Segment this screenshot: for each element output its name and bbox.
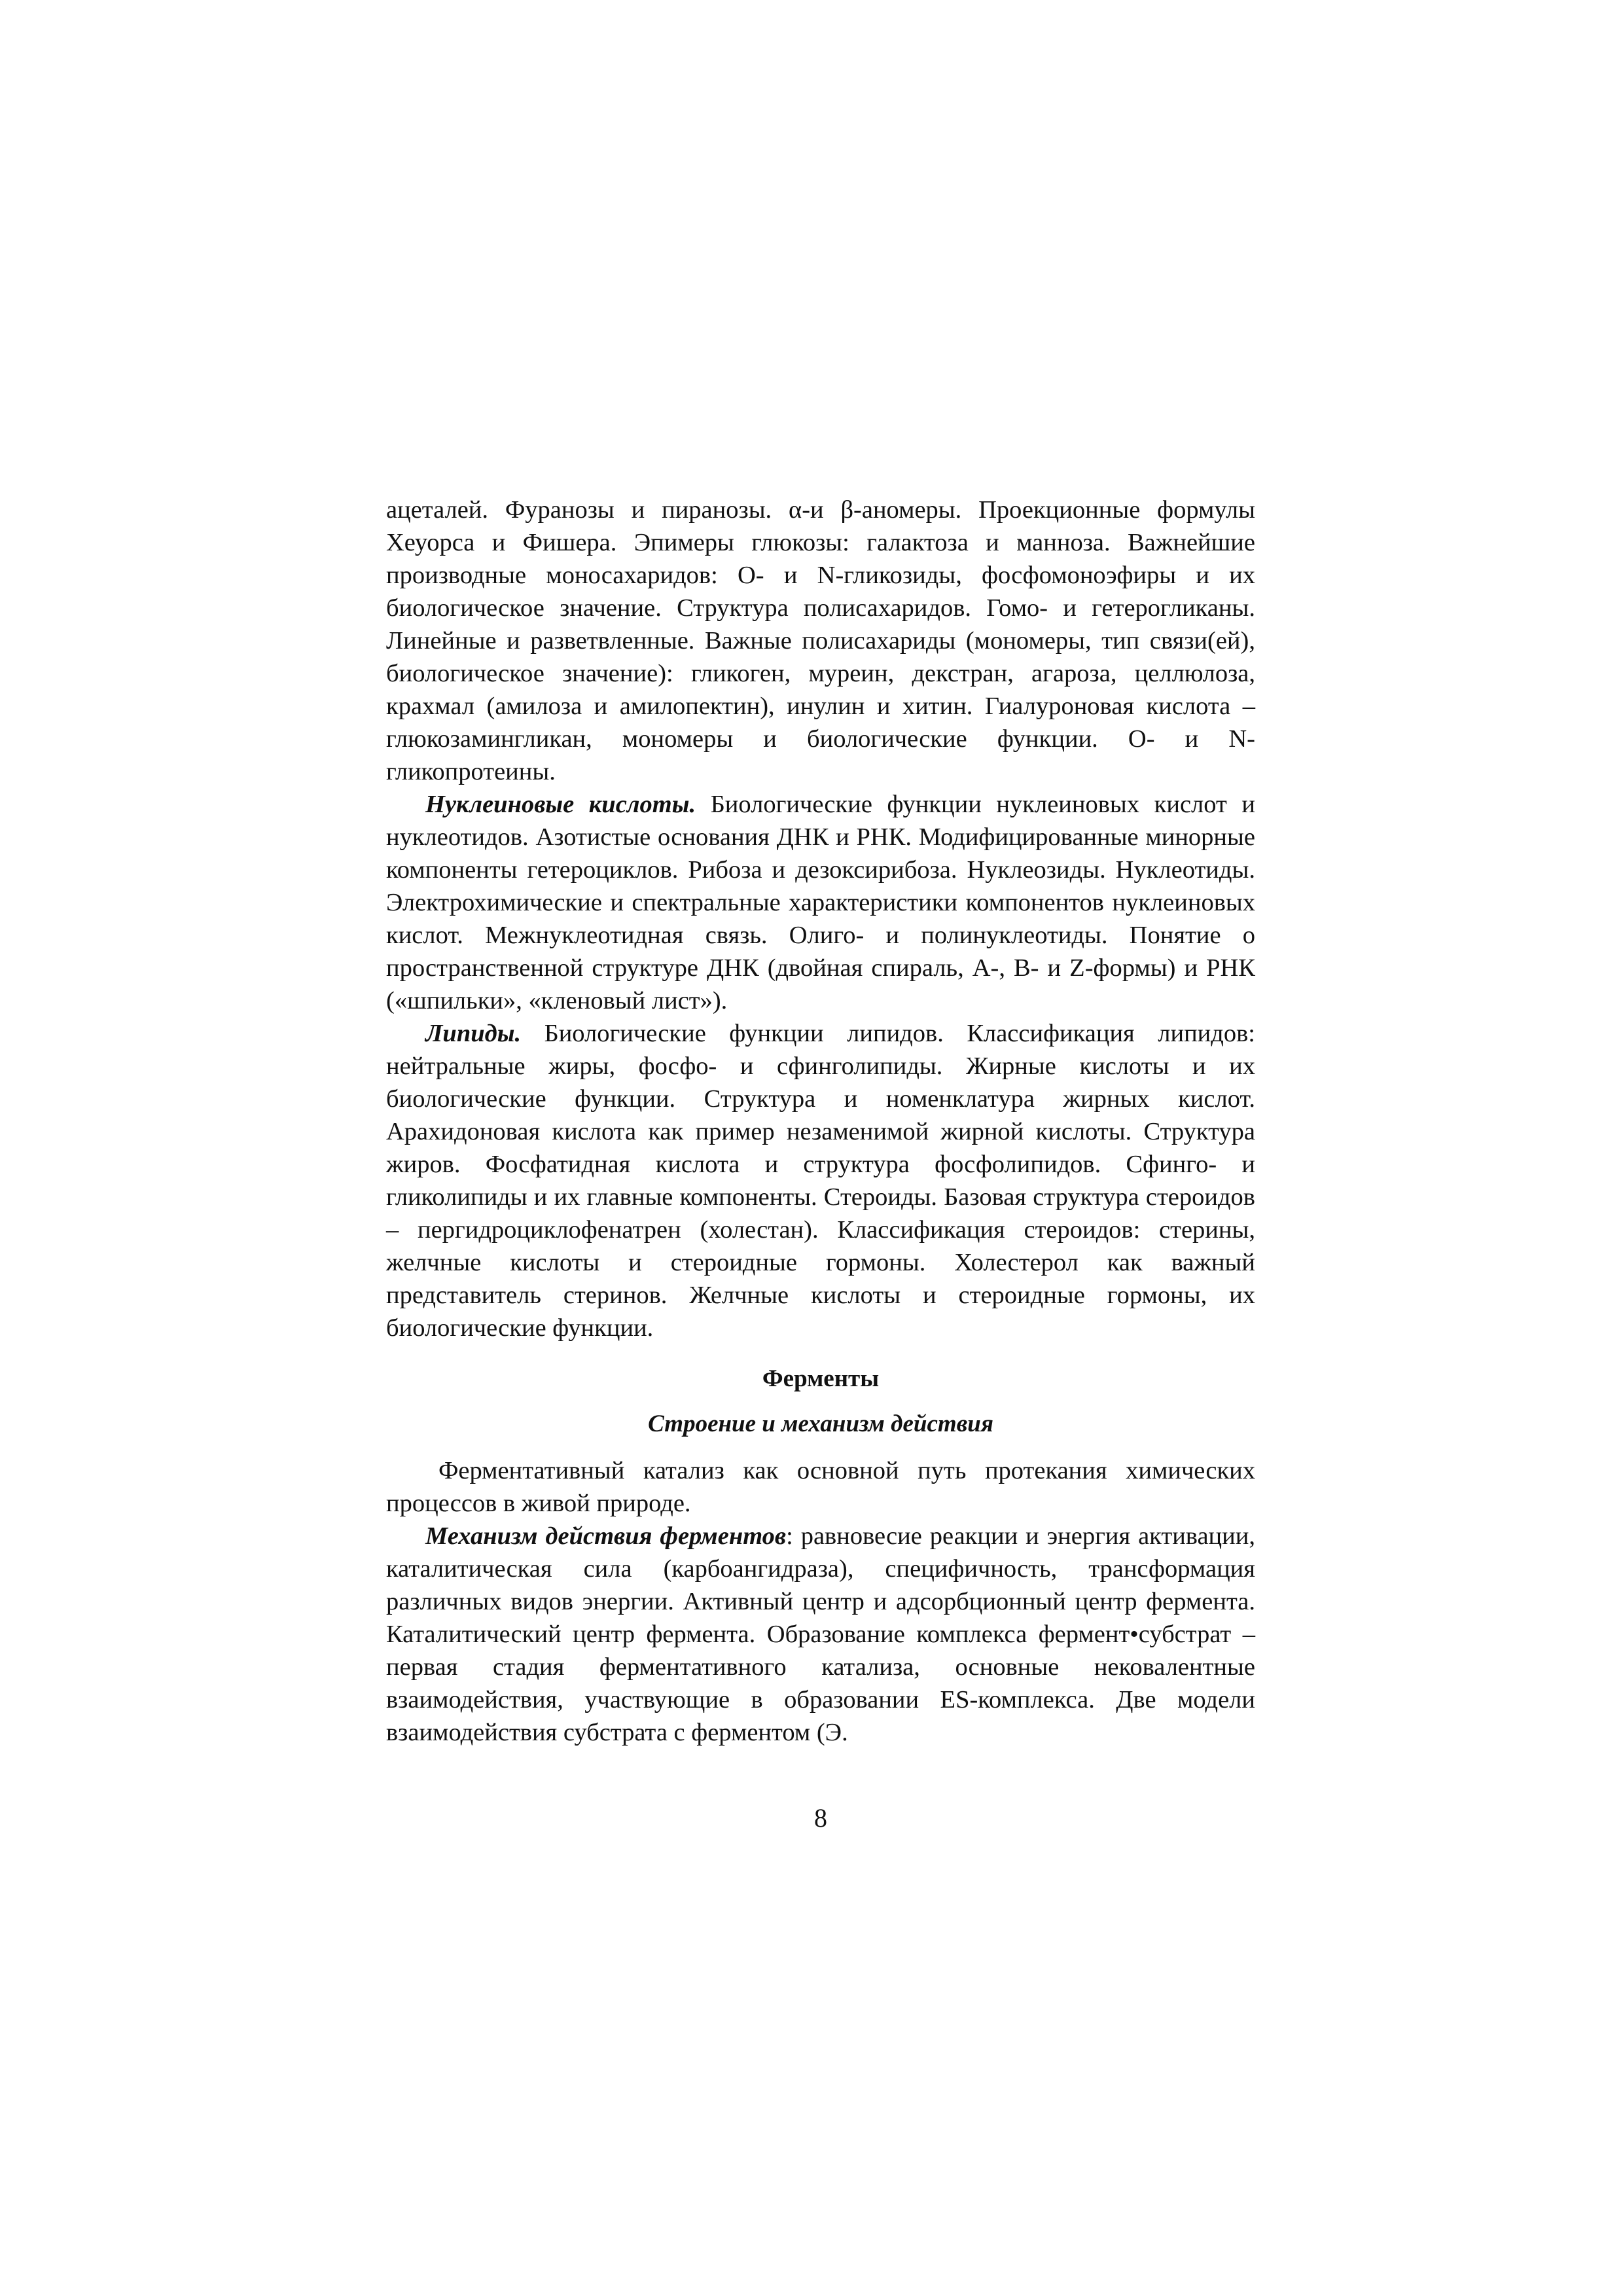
section-subheading: Строение и механизм действия xyxy=(648,1410,993,1437)
lipids-text: Биологические функции липидов. Классификация липидов: нейтральные жиры, фосфо- и сфинголипиды. Жирные кислоты и их биологические функции. Структура и номенклатура жирных кислот. Арахидоновая кислота как пример незаменимой жирной кислоты. Структура жиров. Фосфатидная кислота и структура фосфолипидов. Сфинго- и гликолипиды и их главные компоненты. Стероиды. Базовая структура стероидов – пергидроциклофенатрен (холестан). Классификация стероидов: стерины, желчные кислоты и стероидные гормоны. Холестерол как важный представитель стеринов. Желчные кислоты и стероидные гормоны, их биологические функции. xyxy=(386,1020,1255,1342)
lipids-paragraph xyxy=(386,1017,1255,1344)
nucleic-acids-paragraph xyxy=(386,788,1255,1017)
upper-text-block xyxy=(386,493,1255,1344)
nucleic-acids-text: Биологические функции нуклеиновых кислот и нуклеотидов. Азотистые основания ДНК и РНК. Модифицированные минорные компоненты гетероциклов. Рибоза и дезоксирибоза. Нуклеозиды. Нуклеотиды. Электрохимические и спектральные характеристики компонентов нуклеиновых кислот. Межнуклеотидная связь. Олиго- и полинуклеотиды. Понятие о пространственной структуре ДНК (двойная спираль, А-, В- и Z-формы) и РНК («шпильки», «кленовый лист»). xyxy=(386,791,1256,1014)
section-heading: Ферменты xyxy=(762,1365,880,1392)
lower-text-block xyxy=(386,1454,1255,1749)
mechanism-text: : равновесие реакции и энергия активации, каталитическая сила (карбоангидраза), специфичность, трансформация различных видов энергии. Активный центр и адсорбционный центр фермента. Каталитический центр фермента. Образование комплекса фермент•субстрат – первая стадия ферментативного катализа, основные нековалентные взаимодействия, участвующие в образовании ES-комплекса. Две модели взаимодействия субстрата с ферментом (Э. xyxy=(386,1522,1255,1746)
mechanism-paragraph xyxy=(386,1520,1255,1749)
lipids-heading: Липиды. xyxy=(425,1020,522,1047)
enzymes-intro-paragraph: Ферментативный катализ как основной путь протекания химических процессов в живой природе. xyxy=(386,1457,1255,1517)
mechanism-heading: Механизм действия ферментов xyxy=(425,1522,787,1550)
carbohydrates-paragraph: ацеталей. Фуранозы и пиранозы. α-и β-аномеры. Проекционные формулы Хеуорса и Фишера. Эпимеры глюкозы: галактоза и манноза. Важнейшие производные моносахаридов: О- и N-гликозиды, фосфомоноэфиры и их биологическое значение. Структура полисахаридов. Гомо- и гетерогликаны. Линейные и разветвленные. Важные полисахариды (мономеры, тип связи(ей), биологическое значение): гликоген, муреин, декстран, агароза, целлюлоза, крахмал (амилоза и амилопектин), инулин и хитин. Гиалуроновая кислота – глюкозамингликан, мономеры и биологические функции. О- и N-гликопротеины. xyxy=(386,496,1255,785)
nucleic-acids-heading: Нуклеиновые кислоты. xyxy=(425,791,696,818)
page-number: 8 xyxy=(814,1803,827,1833)
